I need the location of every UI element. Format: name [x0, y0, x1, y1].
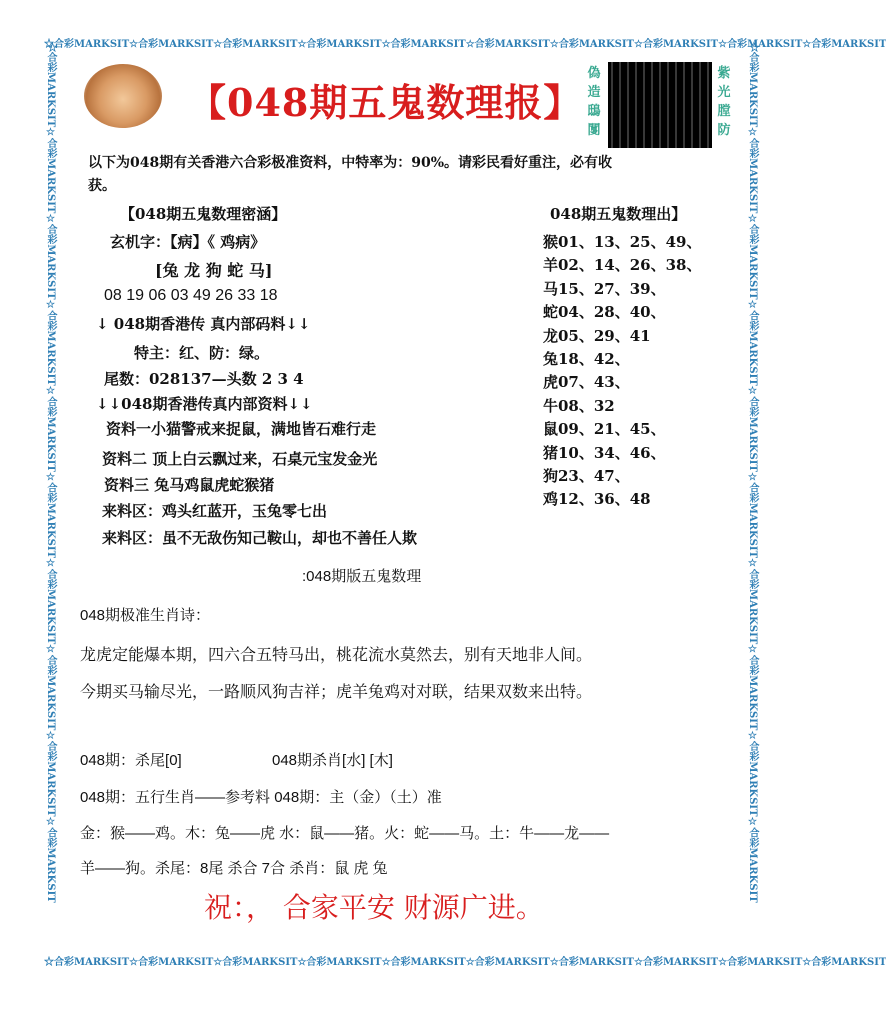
kill-zodiac: 048期杀肖[水] [木] — [272, 752, 393, 769]
zodiac-number-row: 虎07、43、 — [543, 373, 630, 392]
zodiac-number-row: 蛇04、28、40、 — [543, 303, 666, 322]
anti-fake-badge-right: 紫 光 膛 防 — [717, 66, 731, 138]
tezhu-text: 特主：红、防：绿。 — [134, 344, 270, 362]
poem-line-1: 龙虎定能爆本期，四六合五特马出，桃花流水莫然去，别有天地非人间。 — [80, 647, 593, 664]
number-list: 08 19 06 03 49 26 33 18 — [104, 287, 278, 304]
zodiac-number-row: 猪10、34、46、 — [543, 443, 666, 462]
border-right: ☆合彩MARKSIT☆合彩MARKSIT☆合彩MARKSIT☆合彩MARKSIT☆合彩MARKSIT☆合彩MARKSIT☆合彩MARKSIT☆合彩MARKSIT☆合彩MARKSIT☆合彩MARKSIT — [747, 42, 758, 903]
qr-code-image — [608, 62, 712, 148]
kill-tail: 048期：杀尾[0] — [80, 752, 182, 769]
zodiac-number-row: 马15、27、39、 — [543, 279, 666, 298]
xuanji-text: 玄机字：【病】《 鸡病》 — [110, 233, 266, 251]
zodiac-list: [兔 龙 狗 蛇 马] — [155, 261, 273, 280]
weishu-text: 尾数：028137—头数 2 3 4 — [104, 370, 304, 388]
blessing-text: 祝：， 合家平安 财源广进。 — [204, 891, 544, 924]
zodiac-number-row: 牛08、32 — [543, 396, 615, 415]
right-heading: 048期五鬼数理出】 — [550, 205, 687, 223]
poem-title: 048期极准生肖诗： — [80, 607, 211, 624]
laiqu-1: 来料区：鸡头红蓝开，玉兔零七出 — [102, 502, 328, 520]
ziliao-2: 资料二 顶上白云飘过来，石桌元宝发金光 — [102, 450, 378, 468]
zodiac-number-row: 鸡12、36、48 — [543, 490, 651, 509]
internal-code-1: ↓ 048期香港传 真内部码料↓↓ — [96, 315, 311, 333]
border-top: ☆合彩MARKSIT☆合彩MARKSIT☆合彩MARKSIT☆合彩MARKSIT☆合彩MARKSIT☆合彩MARKSIT☆合彩MARKSIT☆合彩MARKSIT☆合彩MARKSIT☆合彩MARKSIT — [44, 39, 886, 50]
page-title: 【048期五鬼数理报】 — [188, 80, 583, 125]
intro-line-1: 以下为048期有关香港六合彩极准资料，中特率为：90%。请彩民看好重注，必有收 — [88, 155, 613, 171]
section-subtitle: :048期版五鬼数理 — [302, 568, 422, 585]
ziliao-1: 资料一小猫警戒来捉鼠，满地皆石难行走 — [106, 420, 377, 438]
zodiac-number-row: 鼠09、21、45、 — [543, 420, 666, 439]
poem-line-2: 今期买马输尽光，一路顺风狗吉祥；虎羊兔鸡对对联，结果双数来出特。 — [80, 684, 593, 701]
internal-code-2: ↓↓048期香港传真内部资料↓↓ — [96, 395, 313, 413]
border-left: ☆合彩MARKSIT☆合彩MARKSIT☆合彩MARKSIT☆合彩MARKSIT☆合彩MARKSIT☆合彩MARKSIT☆合彩MARKSIT☆合彩MARKSIT☆合彩MARKSIT☆合彩MARKSIT — [45, 42, 56, 903]
avatar — [84, 64, 162, 128]
border-bottom: ☆合彩MARKSIT☆合彩MARKSIT☆合彩MARKSIT☆合彩MARKSIT☆合彩MARKSIT☆合彩MARKSIT☆合彩MARKSIT☆合彩MARKSIT☆合彩MARKSIT☆合彩MARKSIT — [44, 957, 886, 968]
anti-fake-badge-left: 偽 造 鴟 闅 — [587, 66, 601, 138]
wuxing-line: 048期：五行生肖——参考料 048期：主（金）（土）准 — [80, 789, 442, 806]
left-heading: 【048期五鬼数理密涵】 — [120, 205, 287, 223]
elements-line-1: 金：猴——鸡。木：兔——虎 水：鼠——猪。火：蛇——马。土：牛——龙—— — [80, 825, 610, 842]
ziliao-3: 资料三 兔马鸡鼠虎蛇猴猪 — [104, 476, 275, 494]
intro-line-2: 获。 — [88, 178, 116, 194]
laiqu-2: 来料区：虽不无敌伤知己鞍山，却也不善任人欺 — [102, 529, 418, 547]
zodiac-number-row: 羊02、14、26、38、 — [543, 256, 702, 275]
zodiac-number-row: 猴01、13、25、49、 — [543, 233, 702, 251]
zodiac-number-row: 龙05、29、41 — [543, 326, 651, 345]
zodiac-number-row: 狗23、47、 — [543, 467, 630, 485]
zodiac-number-row: 兔18、42、 — [543, 350, 630, 368]
elements-line-2: 羊——狗。杀尾：8尾 杀合 7合 杀肖：鼠 虎 兔 — [80, 860, 388, 877]
